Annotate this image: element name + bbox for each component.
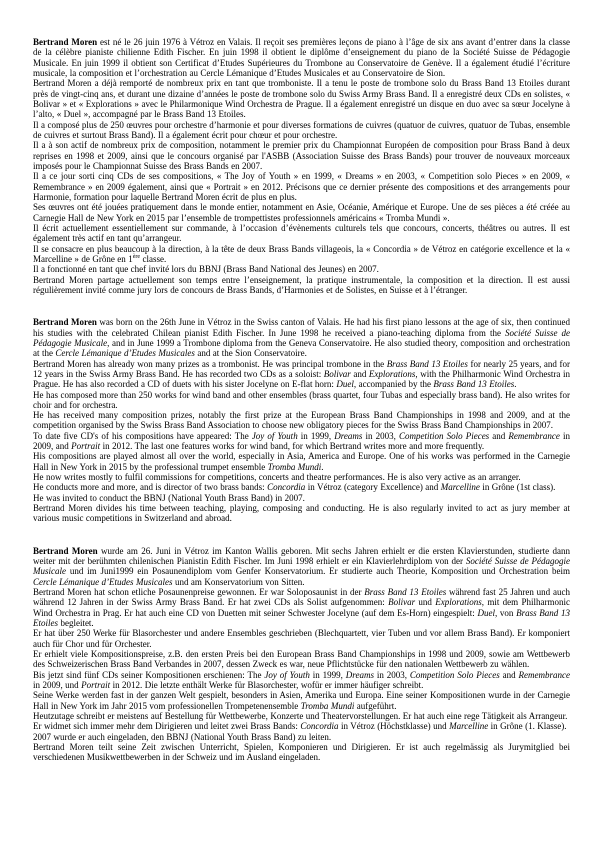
text-run: Bertrand Moren partage actuellement son temps entre l’enseignement, la pratique instrumentale, la composition et la direction. Il est aussi régulièrement invité comme jury lors de concours de Brass Bands, d’Harmonies et de Solistes, en Suisse et à l’étranger. xyxy=(33,274,570,295)
work-title: Concordia xyxy=(267,482,306,493)
bio-section-french xyxy=(33,37,570,295)
text-run: aufgeführt. xyxy=(354,700,397,711)
text-run: Seine Werke werden fast in der ganzen Welt gespielt, besonders in Asien, Amerika und Europa. Eine seiner Kompositionen wurde in der Carnegie Hall in New York im Jahr 2015 vom professionellen Trompetenensemble xyxy=(33,690,570,711)
paragraph xyxy=(33,503,570,524)
person-name: Bertrand Moren xyxy=(33,317,97,328)
paragraph xyxy=(33,742,570,763)
text-run: Er hat über 250 Werke für Blasorchester und andere Ensembles geschrieben (Blechquartett, vier Tuben und vor allem Brass Band). Er komponiert auch für Chor und für Orchester. xyxy=(33,628,570,649)
text-run: in Vétroz (Höchstklasse) und xyxy=(338,721,450,732)
work-title: Brass Band 13 Etoiles xyxy=(33,607,570,629)
paragraph xyxy=(33,202,570,223)
text-run: He has composed more than 250 works for wind band and other ensembles (brass quartet, four Tubas and especially brass band). He also writes for choir and for orchestra. xyxy=(33,389,570,410)
text-run: . xyxy=(321,461,324,472)
text-run: and at the Sion Conservatoire. xyxy=(194,348,307,359)
text-run: in 2009, und xyxy=(33,680,82,691)
paragraph xyxy=(33,628,570,649)
work-title: Portrait xyxy=(71,441,101,452)
work-title: Concordia xyxy=(300,721,339,732)
work-title: Bolivar xyxy=(323,368,351,379)
text-run: for nearly 25 years, and for 12 years in the Swiss Army Brass Band. He has recorded two CDs as a soloist: xyxy=(33,358,570,379)
work-title: Tromba Mundi xyxy=(267,461,322,472)
text-run: . xyxy=(514,379,517,390)
text-run: Heutzutage schreibt er meistens auf Bestellung für Wettbewerbe, Konzerte und Theatervorstellungen. Er hat auch eine rege Tätigkeit als Arrangeur. xyxy=(33,711,568,722)
paragraph xyxy=(33,120,570,141)
work-title: Cercle Lémanique d’Etudes Musicales xyxy=(33,576,173,587)
paragraph xyxy=(33,171,570,202)
text-run: Bertrand Moren hat schon etliche Posaunenpreise gewonnen. Er war Soloposaunist in der xyxy=(33,587,365,598)
text-run: in 1999, xyxy=(297,430,335,441)
text-run: , with the Philharmonic Wind Orchestra in Prague. He has also recorded a CD of duets with his sister Jocelyne on E-flat horn: xyxy=(33,368,570,390)
text-run: Bertrand Moren teilt seine Zeit zwischen Unterricht, Spielen, Komponieren und Dirigieren. Er ist auch regelmässig als Jurymitglied bei verschiedenen Musikwettbewerben in der Schweiz und im Ausland eingeladen. xyxy=(33,742,570,763)
work-title: Tromba Mundi xyxy=(300,700,355,711)
work-title: Duel xyxy=(336,379,354,390)
work-title: Brass Band 13 Etoiles xyxy=(364,587,447,598)
text-run: Ses œuvres ont été jouées pratiquement dans le monde entier, notamment en Asie, Océanie, Amérique et Europe. Une de ses pièces a été créée au Carnegie Hall de New York en 2015 par l’ensemble de trompettistes professionnels américains « Tromba Mundi ». xyxy=(33,202,570,223)
text-run: and xyxy=(350,368,369,379)
work-title: Duel xyxy=(477,607,495,618)
paragraph xyxy=(33,275,570,296)
text-run: begleitet. xyxy=(58,618,94,629)
work-title: Competition Solo Pieces xyxy=(399,430,490,441)
ordinal-superscript: ère xyxy=(132,253,141,260)
paragraph xyxy=(33,78,570,119)
paragraph xyxy=(33,223,570,244)
paragraph xyxy=(33,140,570,171)
work-title: Explorations xyxy=(435,597,482,608)
work-title: Cercle Lémanique d’Etudes Musicales xyxy=(55,348,195,359)
work-title: Portrait xyxy=(81,680,111,691)
paragraph xyxy=(33,649,570,670)
text-run: in 2009, and xyxy=(33,430,570,452)
text-run: He now writes mostly to fulfil commissions for competitions, concerts and theatre performances. He is also very active as an arranger. xyxy=(33,472,521,483)
text-run: Er widmet sich immer mehr dem Dirigieren und leitet zwei Brass Bands: xyxy=(33,721,301,732)
work-title: Brass Band 13 Etoiles xyxy=(433,379,515,390)
text-run: He conducts more and more, and is director of two brass bands: xyxy=(33,482,268,493)
work-title: Société Suisse de Pédagogie Musicale xyxy=(33,327,570,348)
bio-section-german xyxy=(33,546,570,763)
text-run: in 2003, xyxy=(373,669,410,680)
text-run: in Grône (1. Klasse). xyxy=(488,721,567,732)
text-run: and xyxy=(489,430,509,441)
work-title: Dreams xyxy=(334,430,363,441)
work-title: Remembrance xyxy=(508,430,560,441)
text-run: classe. xyxy=(140,253,167,264)
work-title: Bolivar xyxy=(388,597,416,608)
paragraph xyxy=(33,317,570,358)
text-run: est né le 26 juin 1976 à Vétroz en Valais. Il reçoit ses premières leçons de piano à l’âge de six ans avant d’entrer dans la classe de la célèbre pianiste chilienne Edith Fischer. En juin 1998 il obtient le diplôme d’enseignement du piano de la Société Suisse de Pédagogie Musicale. En juin 1999 il obtient son Certificat d’Etudes Supérieures du Trombone au Conservatoire de Genève. Il a également étudié l’écriture musicale, la composition et l’orchestration au Cercle Lémanique d’Etudes Musicales et au Conservatoire de Sion. xyxy=(33,37,570,78)
text-run: Er erhielt viele Kompositionspreise, z.B. den ersten Preis bei den European Brass Band Championships in 1998 und 2009, sowie am Wettbewerb des Schweizerischen Brass Band Verbandes in 2007, dessen Zweck es war, neue Pflichtstücke für den nationalen Wettbewerb zu wählen. xyxy=(33,649,570,670)
paragraph xyxy=(33,690,570,711)
paragraph xyxy=(33,472,570,482)
work-title: Marcelline xyxy=(440,482,480,493)
text-run: Il se consacre en plus beaucoup à la direction, à la tête de deux Brass Bands villageois, la « Concordia » de Vétroz en catégorie excellence et la « Marcelline » de Grône en 1 xyxy=(33,243,570,264)
paragraph xyxy=(33,482,570,492)
text-run: His compositions are played almost all over the world, especially in Asia, America and Europe. One of his works was performed in the Carnegie Hall in New York in 2015 by the professional trumpet ensemble xyxy=(33,451,570,472)
text-run: in 2012. Die letzte enthält Werke für Blasorchester, wofür er immer häufiger schreibt. xyxy=(110,680,424,691)
work-title: Société Suisse de Pédagogie Musicale xyxy=(33,556,570,577)
text-run: To date five CD's of his compositions have appeared: The xyxy=(33,430,252,441)
work-title: Competition Solo Pieces xyxy=(409,669,500,680)
paragraph xyxy=(33,587,570,628)
text-run: und xyxy=(415,597,436,608)
text-run: Il a composé plus de 250 œuvres pour orchestre d’harmonie et pour diverses formations de cuivres (quatuor de cuivres, quatuor de Tubas, ensemble de cuivres et surtout Brass Band). Il a également écrit pour chœur et pour orchestre. xyxy=(33,119,570,140)
paragraph xyxy=(33,264,570,274)
text-run: Il a ce jour sorti cinq CDs de ses compositions, « The Joy of Youth » en 1999, « Dreams » en 2003, « Competition solo Pieces » en 2009, « Remembrance » en 2009 également, ainsi que « Portrait » en 2012. Précisons que ce dernier présente des compositions et des arrangements pour Harmonie, formation pour laquelle Bertrand Moren écrit de plus en plus. xyxy=(33,171,570,202)
text-run: , and in June 1999 a Trombone diploma from the Geneva Conservatoire. He also studied theory, composition and orchestration at the xyxy=(33,337,570,359)
text-run: , accompanied by the xyxy=(353,379,434,390)
person-name: Bertrand Moren xyxy=(33,37,98,47)
text-run: , von xyxy=(494,607,517,618)
bio-section-english xyxy=(33,317,570,524)
text-run: 2007 wurde er auch eingeladen, den BBNJ (National Youth Brass Band) zu leiten. xyxy=(33,731,332,742)
paragraph xyxy=(33,546,570,587)
text-run: wurde am 26. Juni in Vétroz im Kanton Wallis geboren. Mit sechs Jahren erhielt er die ersten Klavierstunden, studierte dann weiter mit der berühmten chilenischen Pianistin Edith Fischer. Im Juni 1998 erhielt er ein Klavierlehrdiplom von der xyxy=(33,545,570,567)
text-run: und im Juni1999 ein Posaunendiplom vom Genfer Konservatorium. Er studierte auch Theorie, Komposition und Orchestration beim xyxy=(66,566,570,577)
person-name: Bertrand Moren xyxy=(33,545,98,556)
paragraph xyxy=(33,37,570,78)
paragraph xyxy=(33,244,570,265)
text-run: in 2003, xyxy=(362,430,399,441)
text-run: Il a fonctionné en tant que chef invité lors du BBNJ (Brass Band National des Jeunes) en 2007. xyxy=(33,264,379,275)
text-run: , mit dem Philharmonic Wind Orchestra in Prag. Er hat auch eine CD von Duetten mit seiner Schwester Jocelyne (auf dem Es-Horn) eingespielt: xyxy=(33,597,570,618)
text-run: in 1999, xyxy=(309,669,346,680)
text-run: He was invited to conduct the BBNJ (National Youth Brass Band) in 2007. xyxy=(33,492,305,503)
text-run: Bertrand Moren has already won many prizes as a trombonist. He was principal trombone in the xyxy=(33,358,387,369)
text-run: während fast 25 Jahren und auch während 12 Jahren in der Swiss Army Brass Band. Er hat zwei CDs als Solist aufgenommen: xyxy=(33,587,570,608)
text-run: and xyxy=(499,669,519,680)
text-run: was born on the 26th June in Vétroz in the Swiss canton of Valais. He had his first piano lessons at the age of six, then continued his studies with the celebrated Chilean pianist Edith Fischer. In June 1998 he received a piano-teaching diploma from the xyxy=(33,317,570,338)
work-title: Remembrance xyxy=(518,669,570,680)
text-run: in Grône (1st class). xyxy=(479,482,556,493)
paragraph xyxy=(33,732,570,742)
paragraph xyxy=(33,711,570,721)
paragraph xyxy=(33,359,570,390)
text-run: He has received many composition prizes, notably the first prize at the European Brass Band Championships in 1998 and 2009, and at the competition organised by the Swiss Brass Band Association to choose new obligatory pieces for the Swiss Brass Band Championships in 2007. xyxy=(33,410,570,431)
paragraph xyxy=(33,410,570,431)
text-run: Bis jetzt sind fünf CDs seiner Kompositionen erschienen: The xyxy=(33,669,265,680)
paragraph xyxy=(33,431,570,452)
text-run: in Vétroz (category Excellence) and xyxy=(305,482,441,493)
work-title: Marcelline xyxy=(449,721,489,732)
work-title: Dreams xyxy=(345,669,374,680)
work-title: Brass Band 13 Etoiles xyxy=(386,358,468,369)
text-run: und am Konservatorium von Sitten. xyxy=(172,576,305,587)
work-title: Explorations xyxy=(368,368,416,379)
paragraph xyxy=(33,451,570,472)
text-run: in 2012. The last one features works for wind band, for which Bertrand writes more and more frequently. xyxy=(100,441,485,452)
paragraph xyxy=(33,390,570,411)
text-run: Il écrit actuellement essentiellement sur commande, à l’occasion d’évènements culturels tels que concours, concerts, théâtres ou autres. Il est également très actif en tant qu’arrangeur. xyxy=(33,222,570,244)
text-run: Il a à son actif de nombreux prix de composition, notamment le premier prix du Championnat Européen de composition pour Brass Band à deux reprises en 1998 et 2009, ainsi que le concours organisé par l'ASBB (Association Suisse des Brass Bands) pour trouver de nouveaux morceaux imposés pour le Championnat Suisse des Brass Bands en 2007. xyxy=(33,140,570,171)
paragraph xyxy=(33,493,570,503)
paragraph xyxy=(33,721,570,731)
text-run: Bertrand Moren divides his time between teaching, playing, composing and conducting. He is also regularly invited to act as jury member at various music competitions in Switzerland and abroad. xyxy=(33,503,570,524)
work-title: Joy of Youth xyxy=(264,669,310,680)
text-run: Bertrand Moren a déjà remporté de nombreux prix en tant que tromboniste. Il a tenu le poste de trombone solo du Brass Band 13 Etoiles durant près de vingt-cinq ans, et durant une dizaine d’années le poste de trombone solo du Swiss Army Brass Band. Il a enregistré deux CDs en solistes, « Bolivar » et « Explorations » avec le Philarmonique Wind Orchestra de Prague. Il a également enregistré un disque en duo avec sa sœur Jocelyne à l’alto, « Duel », accompagné par le Brass Band 13 Etoiles. xyxy=(33,78,570,120)
paragraph xyxy=(33,670,570,691)
work-title: Joy of Youth xyxy=(251,430,298,441)
